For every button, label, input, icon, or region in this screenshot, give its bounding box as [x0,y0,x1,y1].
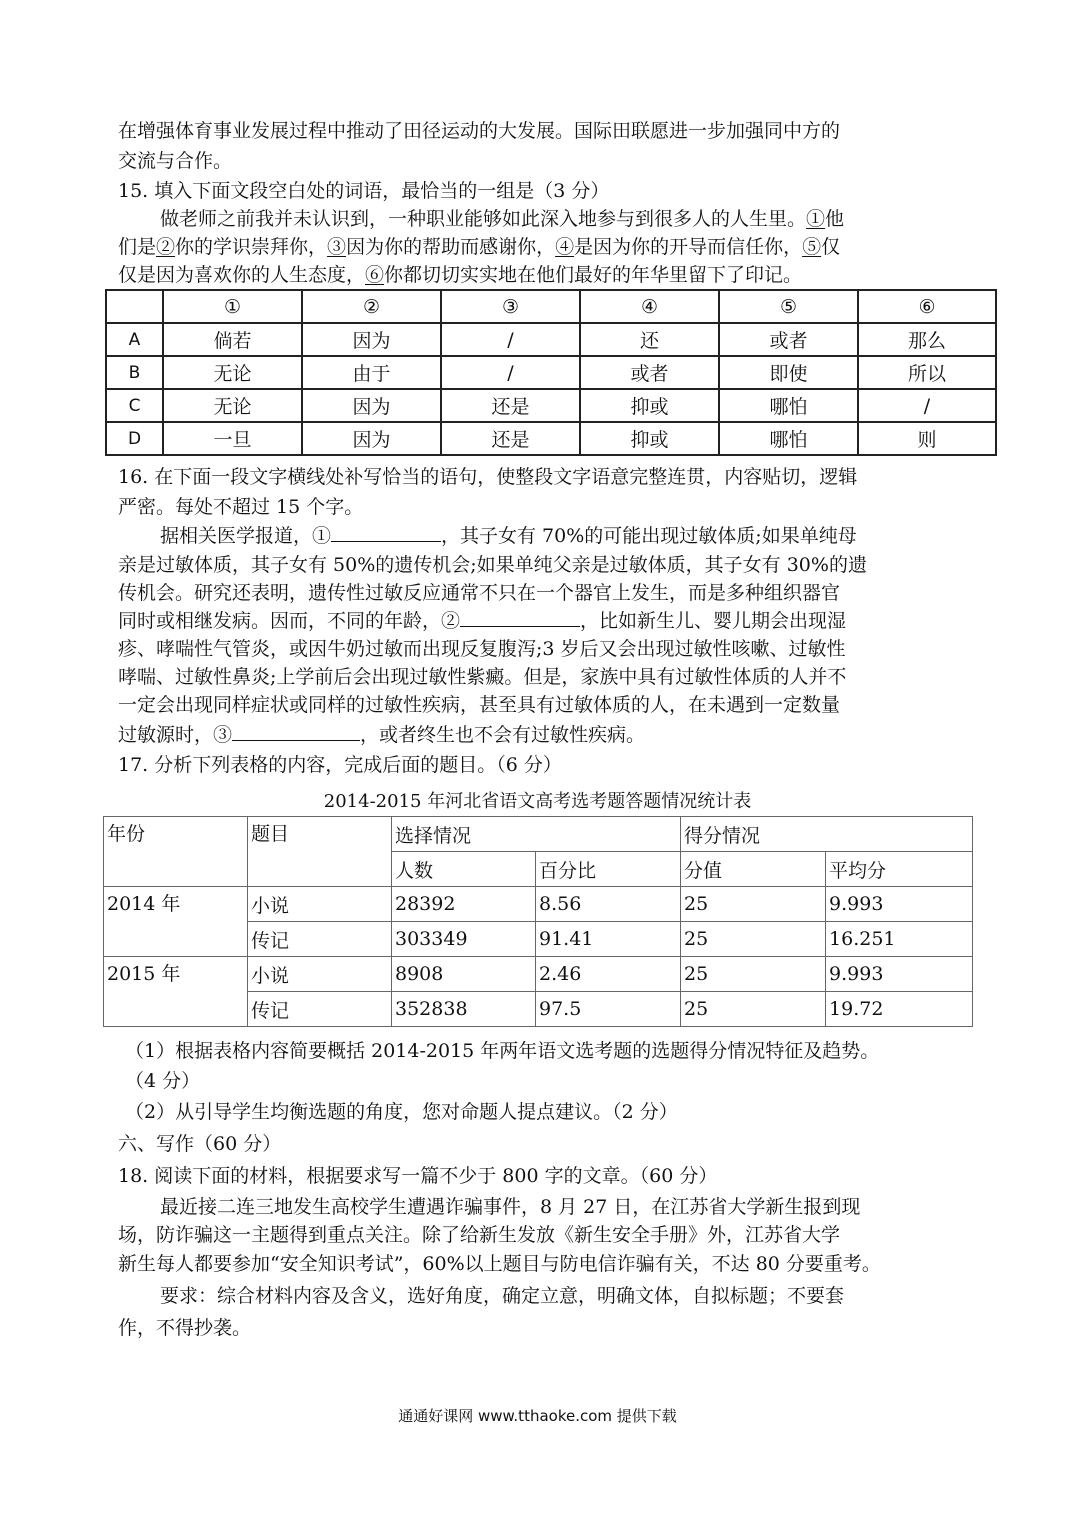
table-cell: 得分情况 [681,817,973,852]
table-row [104,957,973,992]
table-cell: ⑥ [858,290,996,323]
q15-text: 们是 [118,236,157,258]
q16-title-line-2: 严密。每处不超过 15 个字。 [118,496,364,518]
table-cell: 19.72 [826,992,973,1027]
q15-text: 他 [825,208,845,230]
q16-text: ，比如新生儿、婴儿期会出现湿 [580,610,847,632]
q18-material-line-1: 最近接二连三地发生高校学生遭遇诈骗事件，8 月 27 日，在江苏省大学新生报到现 [160,1196,861,1218]
table-cell: 无论 [163,356,302,389]
table-cell: 小说 [248,957,392,992]
table-cell: ② [302,290,441,323]
q16-passage-line-7: 一定会出现同样症状或同样的过敏性疾病，甚至具有过敏体质的人，在未遇到一定数量 [118,694,841,716]
q15-passage-line-2 [118,234,968,260]
table-cell: 因为 [302,389,441,422]
table-cell: 或者 [580,356,719,389]
q15-passage-line-3 [118,262,968,288]
q16-title-line-1: 16. 在下面一段文字横线处补写恰当的语句，使整段文字语意完整连贯，内容贴切，逻辑 [118,466,858,488]
table-cell: / [441,323,580,356]
q16-text: ，或者终生也不会有过敏性疾病。 [360,724,646,746]
table-cell: 即使 [719,356,858,389]
q16-text: 过敏源时，③ [118,724,233,746]
table-cell: 传记 [248,922,392,957]
q15-text: 因为你的帮助而感谢你， [346,236,556,258]
table-cell: ④ [580,290,719,323]
q15-text: 你都切切实实地在他们最好的年华里留下了印记。 [384,264,803,286]
q18-requirement-line-2: 作，不得抄袭。 [118,1317,252,1339]
table-row [106,389,996,422]
q17-sub2: （2）从引导学生均衡选题的角度，您对命题人提点建议。（2 分） [125,1101,678,1123]
q15-passage-line-1 [160,206,968,232]
answer-blank-3[interactable] [232,722,360,741]
table-cell: ⑤ [719,290,858,323]
table-cell: 小说 [248,887,392,922]
table-cell: 分值 [681,852,826,887]
table-cell: 97.5 [536,992,681,1027]
table-cell: 抑或 [580,422,719,455]
table-cell: A [106,323,163,356]
table-cell: 百分比 [536,852,681,887]
table-cell: 9.993 [826,957,973,992]
q15-options-table [105,289,997,456]
table-cell: 28392 [392,887,536,922]
q15-marker: ④ [555,236,575,258]
q18-material-line-3: 新生每人都要参加“安全知识考试”，60%以上题目与防电信诈骗有关，不达 80 分要重考。 [118,1253,881,1275]
table-row [104,887,973,922]
q18-requirement-line-1: 要求：综合材料内容及含义，选好角度，确定立意，明确文体，自拟标题；不要套 [160,1285,845,1307]
q18-title: 18. 阅读下面的材料，根据要求写一篇不少于 800 字的文章。（60 分） [118,1165,718,1187]
q16-text: 据相关医学报道，① [160,525,332,547]
page-footer: 通通好课网 www.tthaoke.com 提供下载 [398,1407,677,1425]
q16-text: 同时或相继发病。因而，不同的年龄，② [118,610,461,632]
table-cell: / [441,356,580,389]
table-cell: 25 [681,992,826,1027]
table-cell: 16.251 [826,922,973,957]
q15-marker: ① [806,208,826,230]
q15-marker: ⑤ [802,236,822,258]
table-cell: 无论 [163,389,302,422]
q18-material-line-2: 场，防诈骗这一主题得到重点关注。除了给新生发放《新生安全手册》外，江苏省大学 [118,1224,841,1246]
q16-passage-line-3: 传机会。研究还表明，遗传性过敏反应通常不只在一个器官上发生，而是多种组织器官 [118,582,841,604]
q16-passage-line-8 [118,722,968,748]
q15-text: 仅是因为喜欢你的人生态度， [118,264,366,286]
table-cell: 或者 [719,323,858,356]
table-cell: ① [163,290,302,323]
q17-table-caption: 2014-2015 年河北省语文高考选考题答题情况统计表 [323,791,752,812]
table-cell: 题目 [248,817,392,887]
table-cell: 倘若 [163,323,302,356]
q15-title: 15. 填入下面文段空白处的词语，最恰当的一组是（3 分） [118,180,610,202]
q17-title: 17. 分析下列表格的内容，完成后面的题目。（6 分） [118,754,562,776]
q16-passage-line-5: 疹、哮喘性气管炎，或因牛奶过敏而出现反复腹泻;3 岁后又会出现过敏性咳嗽、过敏性 [118,638,846,660]
table-cell: 则 [858,422,996,455]
table-row [106,356,996,389]
table-cell: / [858,389,996,422]
table-cell: 还 [580,323,719,356]
table-cell: 352838 [392,992,536,1027]
q15-text: 仅 [821,236,841,258]
q15-marker: ⑥ [365,264,385,286]
table-cell: ③ [441,290,580,323]
table-row [106,422,996,455]
table-cell: C [106,389,163,422]
table-cell: 25 [681,957,826,992]
table-cell: 那么 [858,323,996,356]
q15-text: 你的学识崇拜你， [175,236,328,258]
table-cell: 平均分 [826,852,973,887]
section-6-heading: 六、写作（60 分） [118,1133,282,1155]
table-cell: 25 [681,922,826,957]
q15-marker: ② [156,236,176,258]
q16-text: ，其子女有 70%的可能出现过敏体质;如果单纯母 [441,525,857,547]
table-cell: 人数 [392,852,536,887]
table-cell: 25 [681,887,826,922]
answer-blank-2[interactable] [460,608,580,627]
intro-line-2: 交流与合作。 [118,150,233,172]
table-cell: 91.41 [536,922,681,957]
q16-passage-line-4 [118,608,968,634]
q15-text: 做老师之前我并未认识到，一种职业能够如此深入地参与到很多人的人生里。 [160,208,807,230]
table-cell [106,290,163,323]
answer-blank-1[interactable] [331,523,441,542]
table-cell: 所以 [858,356,996,389]
table-cell: 还是 [441,422,580,455]
table-cell: 2015 年 [104,957,248,1027]
table-cell: 8.56 [536,887,681,922]
q17-stats-table [103,816,973,1027]
table-cell: 哪怕 [719,389,858,422]
table-cell: 303349 [392,922,536,957]
table-header-row [106,290,996,323]
table-cell: 哪怕 [719,422,858,455]
intro-line-1: 在增强体育事业发展过程中推动了田径运动的大发展。国际田联愿进一步加强同中方的 [118,120,841,142]
table-header-row [104,817,973,852]
table-row [106,323,996,356]
table-cell: 选择情况 [392,817,681,852]
table-cell: B [106,356,163,389]
q15-text: 是因为你的开导而信任你， [574,236,803,258]
table-cell: 抑或 [580,389,719,422]
table-cell: 8908 [392,957,536,992]
q16-passage-line-2: 亲是过敏体质，其子女有 50%的遗传机会;如果单纯父亲是过敏体质，其子女有 30%的遗 [118,554,867,576]
q15-marker: ③ [327,236,347,258]
table-cell: 年份 [104,817,248,887]
table-cell: 9.993 [826,887,973,922]
q17-sub1-line-1: （1）根据表格内容简要概括 2014-2015 年两年语文选考题的选题得分情况特征及趋势。 [125,1040,880,1062]
q16-passage-line-6: 哮喘、过敏性鼻炎;上学前后会出现过敏性紫癜。但是，家族中具有过敏性体质的人并不 [118,666,847,688]
table-cell: 由于 [302,356,441,389]
table-cell: 因为 [302,422,441,455]
table-cell: 还是 [441,389,580,422]
table-cell: D [106,422,163,455]
q17-sub1-line-2: （4 分） [125,1070,201,1092]
table-cell: 2014 年 [104,887,248,957]
table-cell: 传记 [248,992,392,1027]
table-cell: 因为 [302,323,441,356]
q16-passage-line-1 [160,523,968,549]
table-cell: 2.46 [536,957,681,992]
table-cell: 一旦 [163,422,302,455]
